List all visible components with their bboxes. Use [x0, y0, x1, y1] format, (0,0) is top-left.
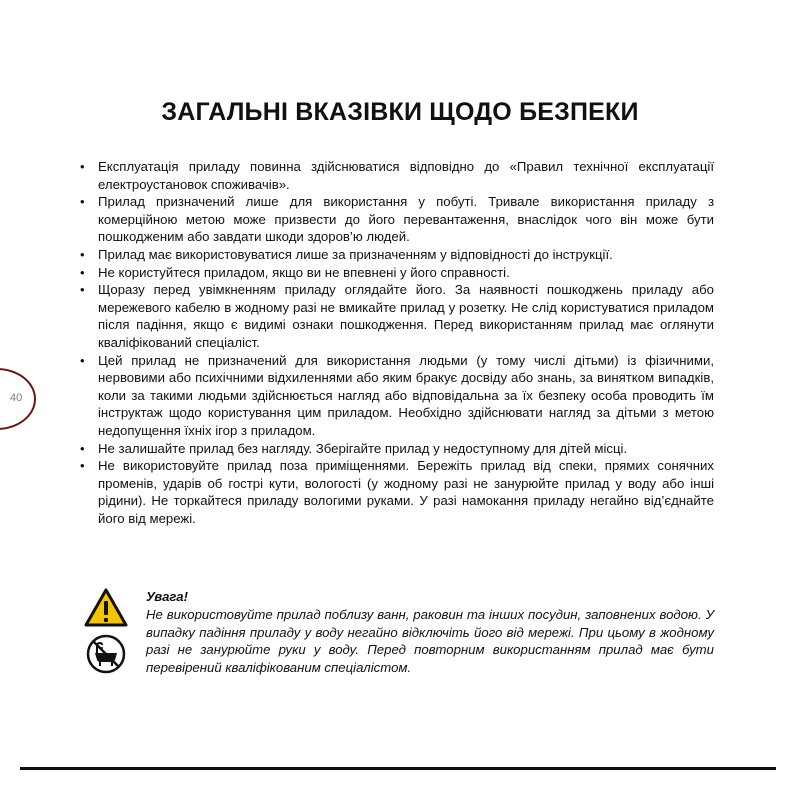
list-item: • Прилад має використовуватися лише за призначенням у відповідності до інструкції. [80, 246, 714, 264]
no-bath-icon [86, 634, 126, 674]
warning-text-block [146, 588, 714, 677]
page-title: ЗАГАЛЬНІ ВКАЗІВКИ ЩОДО БЕЗПЕКИ [161, 98, 639, 126]
warning-block [84, 588, 714, 688]
list-item: • Експлуатація приладу повинна здійснюватися відповідно до «Правил технічної експлуатації електроустановок споживачів». [80, 158, 714, 193]
list-item: • Не користуйтеся приладом, якщо ви не впевнені у його справності. [80, 264, 714, 282]
warning-title: Увага! [146, 589, 188, 604]
warning-triangle-icon [84, 588, 128, 628]
list-item: • Цей прилад не призначений для використання людьми (у тому числі дітьми) із фізичними, нервовими або психічними відхиленнями або яким бракує досвіду або знань, за винятком випадків, коли за такими людьми здійснюється нагляд або відповідальна за їх безпеку особа проводить їм інструктаж щодо користування цим приладом. Необхідно здійснювати нагляд за дітьми з метою недопущення їхніх ігор з приладом. [80, 352, 714, 440]
list-item: • Щоразу перед увімкненням приладу оглядайте його. За наявності пошкоджень приладу або мережевого кабелю в жодному разі не вмикайте прилад у розетку. Не слід користуватися приладом після падіння, якщо є видимі ознаки пошкодження. Перед використанням прилад має оглянути кваліфікований спеціаліст. [80, 281, 714, 351]
page-number: 40 [10, 392, 23, 404]
list-item: • Не залишайте прилад без нагляду. Зберігайте прилад у недоступному для дітей місці. [80, 440, 714, 458]
bottom-divider [20, 767, 776, 770]
safety-list [80, 158, 714, 527]
list-item: • Не використовуйте прилад поза приміщеннями. Бережіть прилад від спеки, прямих сонячних променів, ударів об гострі кути, вологості (у жодному разі не занурюйте прилад у воду або інші рідини). Не торкайтеся приладу вологими руками. У разі намокання приладу негайно від’єднайте його від мережі. [80, 457, 714, 527]
warning-body: Не використовуйте прилад поблизу ванн, раковин та інших посудин, заповнених водою. У випадку падіння приладу у воду негайно відключіть його від мережі. При цьому в жодному разі не занурюйте руки у воду. Перед повторним використанням прилад має бути перевірений кваліфікованим спеціалістом. [146, 606, 714, 676]
list-item: • Прилад призначений лише для використання у побуті. Тривале використання приладу з комерційною метою може призвести до його перевантаження, внаслідок чого він може бути пошкодженим або завдати шкоди здоров’ю людей. [80, 193, 714, 246]
